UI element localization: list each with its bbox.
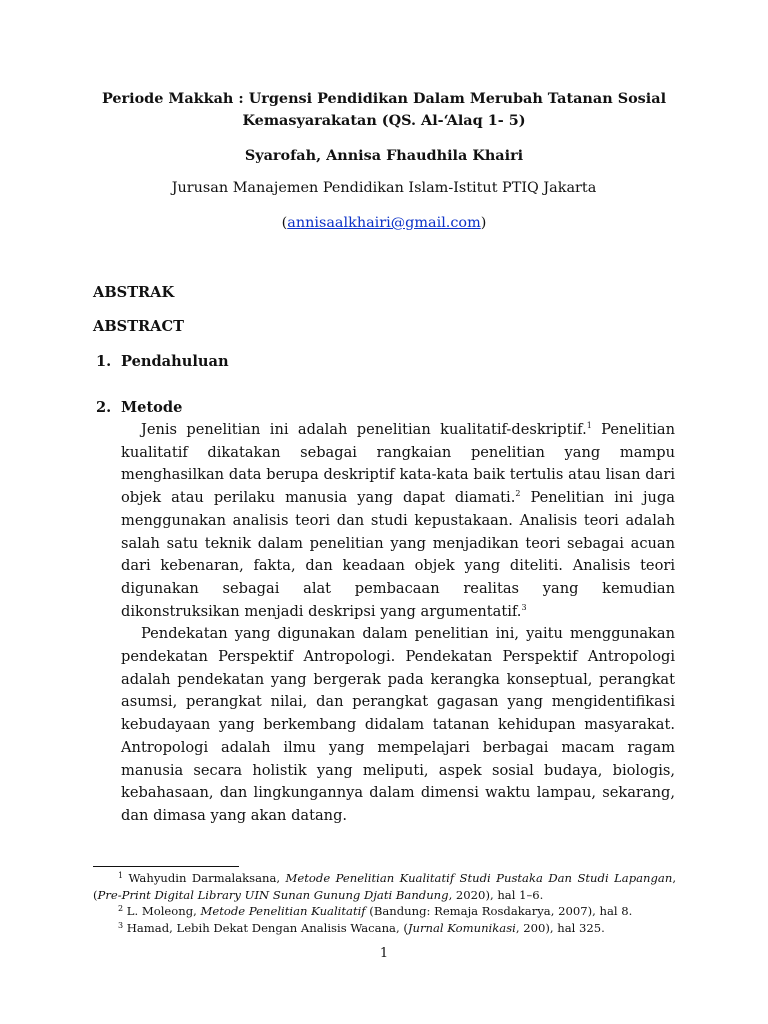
p1-sentence-1: Jenis penelitian ini adalah penelitian kualitatif-deskriptif. xyxy=(141,421,587,438)
email-close-paren: ) xyxy=(480,215,487,231)
paper-title xyxy=(92,88,676,132)
footnote-text: Hamad, Lebih Dekat Dengan Analisis Wacana, ( xyxy=(123,920,408,935)
section-title: Pendahuluan xyxy=(121,353,229,370)
footnote-1 xyxy=(93,870,676,903)
footnote-text: (Bandung: Remaja Rosdakarya, 2007), hal 8. xyxy=(365,904,633,918)
footnote-separator xyxy=(93,866,239,867)
metode-paragraph-1 xyxy=(121,419,675,623)
footnote-ref-2[interactable]: 2 xyxy=(515,489,521,499)
footnote-italic: Metode Penelitian Kualitatif xyxy=(200,904,366,918)
section-number: 1. xyxy=(96,353,112,370)
footnote-3 xyxy=(93,920,676,937)
affiliation: Jurusan Manajemen Pendidikan Islam-Istitut PTIQ Jakarta xyxy=(171,180,597,196)
email-link[interactable]: annisaalkhairi@gmail.com xyxy=(287,215,481,231)
footnote-italic: Jurnal Komunikasi xyxy=(407,920,516,935)
abstrak-heading: ABSTRAK xyxy=(93,284,175,301)
footnote-italic: Pre-Print Digital Library UIN Sunan Gunung Djati Bandung xyxy=(97,887,449,902)
author-names: Syarofah, Annisa Fhaudhila Khairi xyxy=(244,147,524,164)
footnote-mark: 1 xyxy=(118,871,124,880)
abstract-heading: ABSTRACT xyxy=(93,318,184,335)
section-title: Metode xyxy=(121,399,183,416)
p1-sentence-3: Penelitian ini juga menggunakan analisis teori dan studi kepustakaan. Analisis teori adalah salah satu teknik dalam penelitian yang menjadikan teori sebagai acuan dari kebenaran, fakta, dan keadaan objek yang diteliti. Analisis teori digunakan sebagai alat pembacaan realitas yang kemudian dikonstruksikan menjadi deskripsi yang argumentatif. xyxy=(121,489,675,620)
footnote-mark: 3 xyxy=(118,920,124,930)
footnotes xyxy=(93,870,676,936)
title-line-1: Periode Makkah : Urgensi Pendidikan Dalam Merubah Tatanan Sosial xyxy=(101,90,667,107)
metode-body xyxy=(121,419,675,828)
page-number: 1 xyxy=(379,946,389,961)
footnote-text: L. Moleong, xyxy=(123,904,201,918)
footnote-italic: Metode Penelitian Kualitatif Studi Pustaka Dan Studi Lapangan xyxy=(285,871,673,885)
email-line xyxy=(92,212,676,234)
metode-paragraph-2: Pendekatan yang digunakan dalam penelitian ini, yaitu menggunakan pendekatan Perspektif Antropologi. Pendekatan Perspektif Antropologi adalah pendekatan yang bergerak pada kerangka konseptual, perangkat asumsi, perangkat nilai, dan perangkat gagasan yang mengidentifikasi kebudayaan yang berkembang didalam tatanan kehidupan masyarakat. Antropologi adalah ilmu yang mempelajari berbagai macam ragam manusia secara holistik yang meliputi, aspek sosial budaya, biologis, kebahasaan, dan lingkungannya dalam dimensi waktu lampau, sekarang, dan dimasa yang akan datang. xyxy=(121,625,675,824)
p1-sentence-2: Penelitian kualitatif dikatakan sebagai rangkaian penelitian yang mampu menghasilkan data berupa deskriptif kata-kata baik tertulis atau lisan dari objek atau perilaku manusia yang dapat diamati. xyxy=(121,421,675,507)
email-open-paren: ( xyxy=(281,215,288,231)
footnote-mark: 2 xyxy=(118,904,124,913)
footnote-text: Wahyudin Darmalaksana, xyxy=(123,871,286,885)
footnote-text: , 2020), hal 1–6. xyxy=(448,887,544,902)
footnote-text: , 200), hal 325. xyxy=(515,920,605,935)
footnote-ref-1[interactable]: 1 xyxy=(586,421,592,430)
section-number: 2. xyxy=(96,399,112,416)
footnote-text: , ( xyxy=(93,871,676,902)
footnote-ref-3[interactable]: 3 xyxy=(521,602,527,612)
title-line-2: Kemasyarakatan (QS. Al-‘Alaq 1- 5) xyxy=(242,112,526,129)
footnote-2 xyxy=(93,903,676,920)
